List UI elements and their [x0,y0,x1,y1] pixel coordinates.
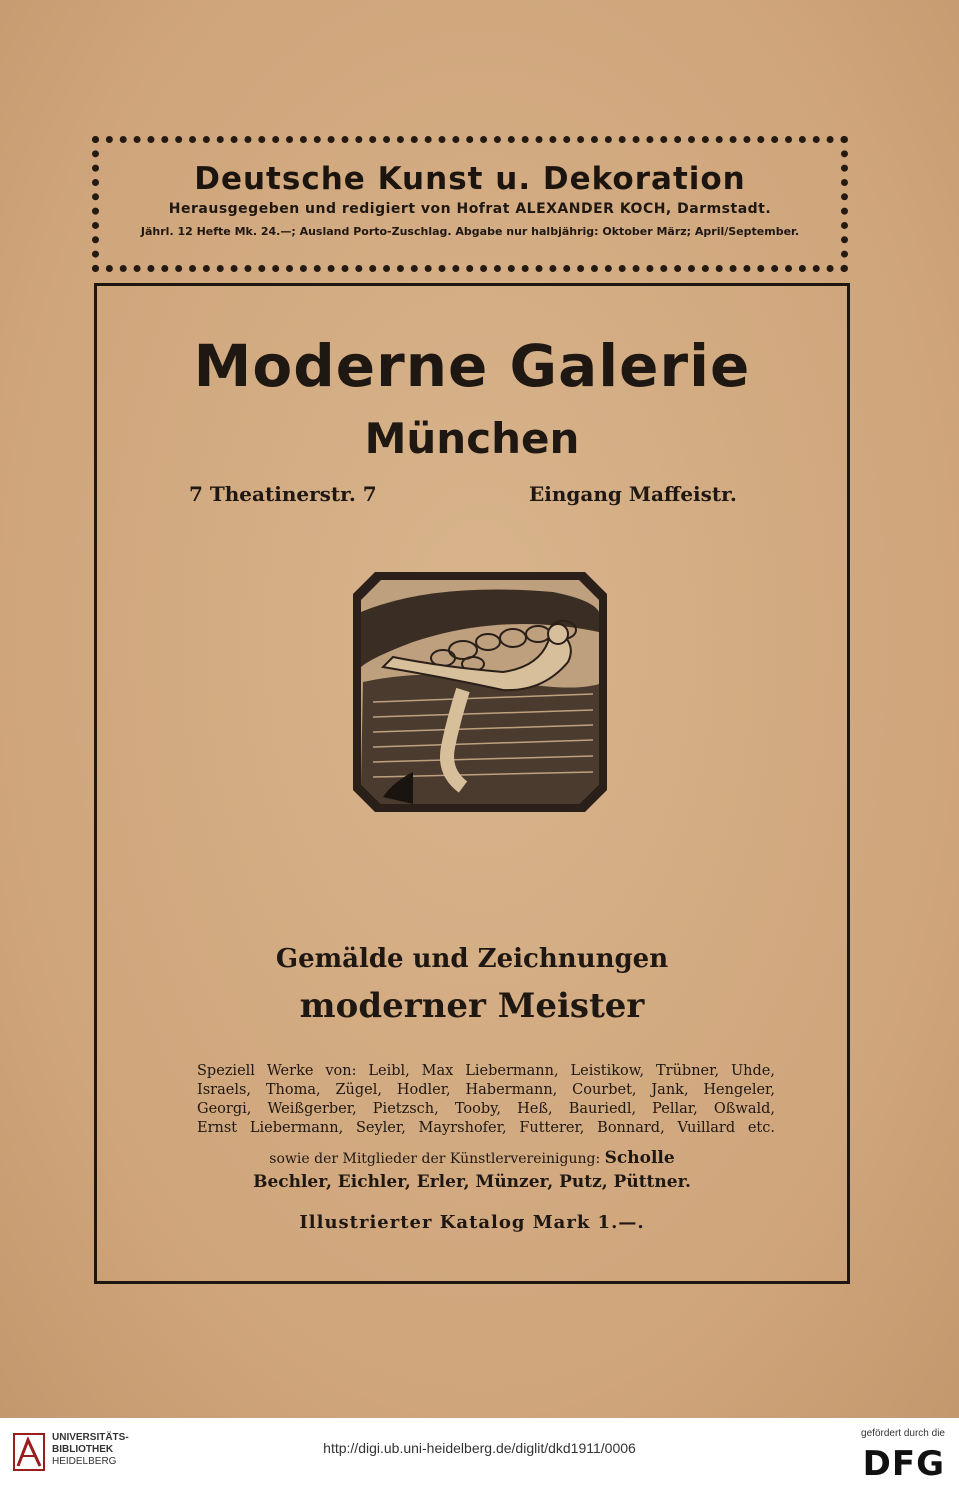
library-line-2: BIBLIOTHEK [52,1444,114,1455]
artist-line: Ernst Liebermann, Seyler, Mayrshofer, Futterer, Bonnard, Vuillard etc. [197,1120,775,1136]
funding-label: gefördert durch die [861,1428,945,1439]
gallery-entrance: Eingang Maffeistr. [529,482,737,506]
magazine-title: Deutsche Kunst u. Dekoration [194,161,746,197]
artist-list [197,1062,775,1138]
advertisement [94,283,850,1284]
gallery-city: München [364,414,580,463]
offer-heading: Gemälde und Zeichnungen [275,944,669,974]
artist-line: Speziell Werke von: Leibl, Max Liebermann, Leistikow, Trübner, Uhde, [197,1063,775,1079]
library-line-1: UNIVERSITÄTS- [52,1432,129,1443]
gallery-title: Moderne Galerie [193,332,751,400]
library-line-3: HEIDELBERG [52,1456,117,1467]
permalink[interactable]: http://digi.ub.uni-heidelberg.de/diglit/dkd1911/0006 [323,1440,636,1456]
viewer-footer [0,1418,959,1488]
magazine-editor: Herausgegeben und redigiert von Hofrat ALEXANDER KOCH, Darmstadt. [168,201,772,217]
members-intro: sowie der Mitglieder der Künstlervereinigung: [269,1151,601,1167]
offer-heading-2: moderner Meister [299,986,645,1026]
members-group: Scholle [604,1148,675,1168]
members-names: Bechler, Eichler, Erler, Münzer, Putz, Püttner. [253,1172,691,1192]
catalog-price: Illustrierter Katalog Mark 1.—. [299,1212,645,1233]
magazine-header [92,136,848,272]
dfg-logo: DFG [862,1444,945,1484]
woodcut-illustration [353,572,607,812]
gallery-address: 7 Theatinerstr. 7 [189,482,377,506]
members-line [97,1148,847,1168]
artist-line: Georgi, Weißgerber, Pietzsch, Tooby, Heß, Bauriedl, Pellar, Oßwald, [197,1101,775,1117]
artist-line: Israels, Thoma, Zügel, Hodler, Habermann, Courbet, Jank, Hengeler, [197,1082,775,1098]
magazine-terms: Jährl. 12 Hefte Mk. 24.—; Ausland Porto-Zuschlag. Abgabe nur halbjährig: Oktober März; April/September. [140,225,800,238]
